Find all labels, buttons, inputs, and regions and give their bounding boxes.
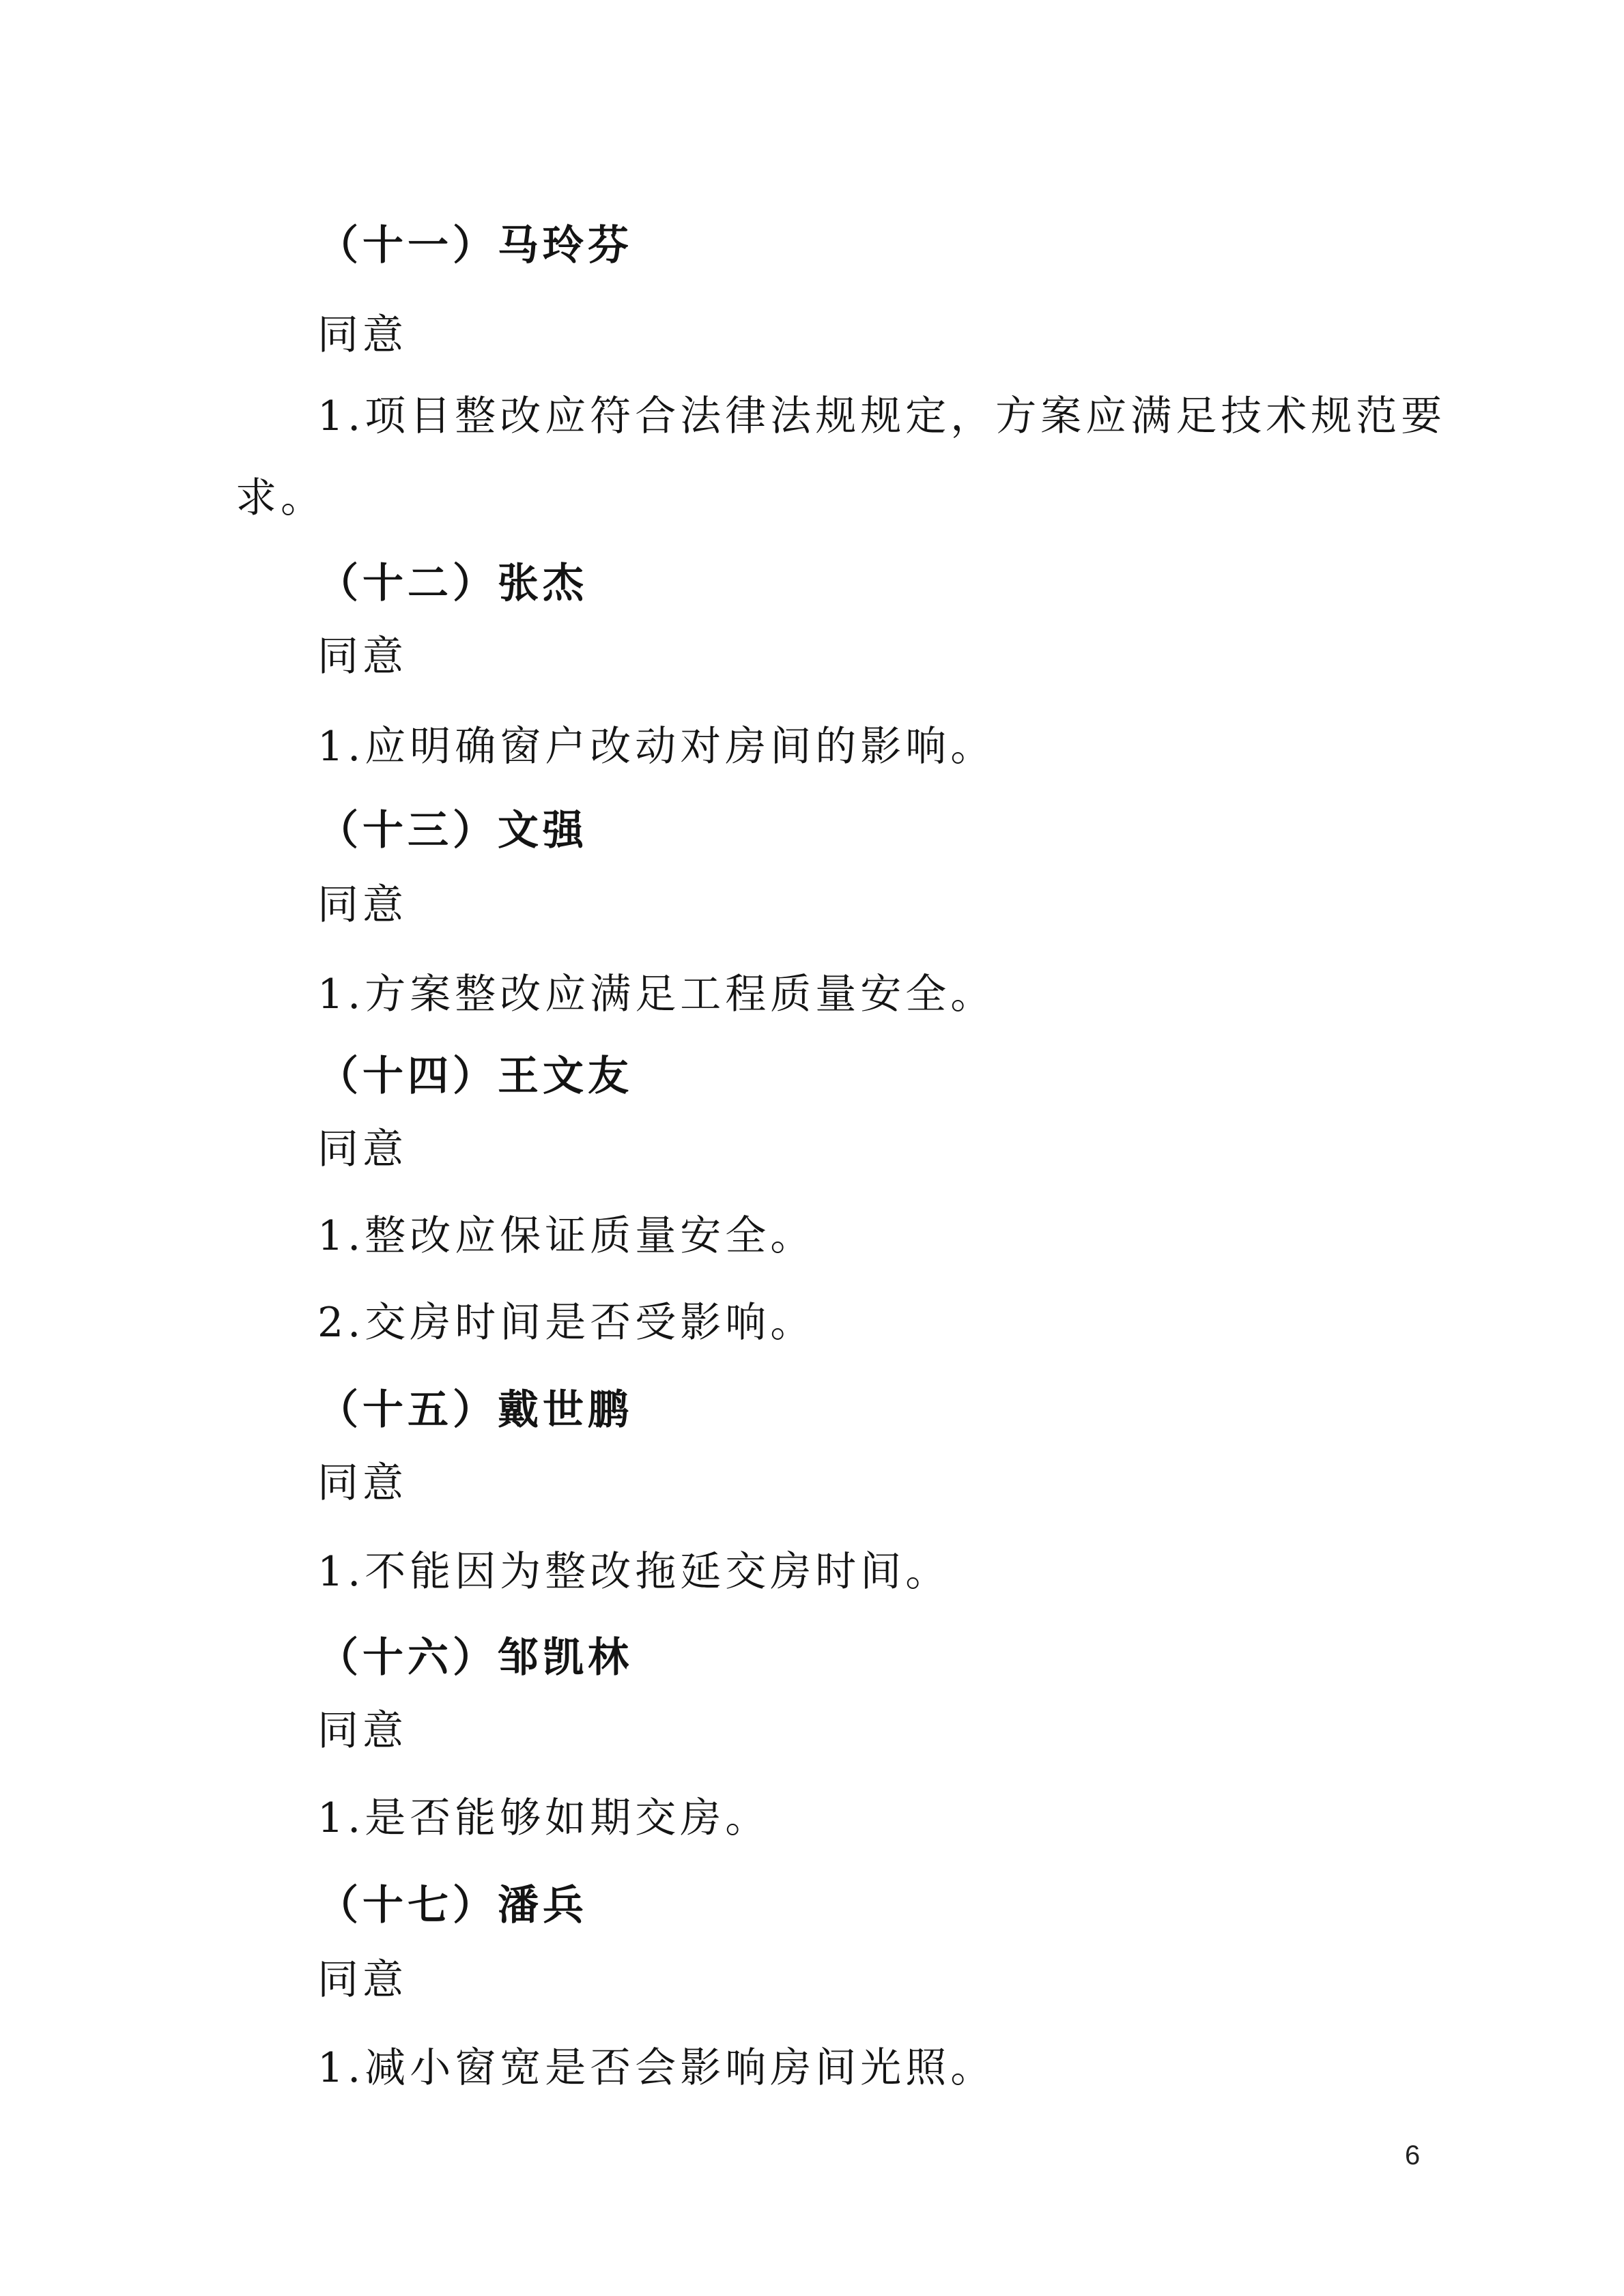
section-opinion-14: 同意 [317,1125,408,1173]
section-item-14-2: 2.交房时间是否受影响。 [317,1299,816,1347]
section-opinion-13: 同意 [317,881,408,929]
section-heading-15: （十五）戴世鹏 [317,1386,633,1434]
section-item-17-1: 1.减小窗宽是否会影响房间光照。 [317,2044,996,2092]
section-item-14-1: 1.整改应保证质量安全。 [317,1212,816,1260]
section-item-12-1: 1.应明确窗户改动对房间的影响。 [317,723,996,771]
section-heading-17: （十七）潘兵 [317,1882,588,1929]
section-opinion-15: 同意 [317,1459,408,1507]
section-opinion-17: 同意 [317,1956,408,2004]
section-opinion-12: 同意 [317,633,408,680]
section-heading-13: （十三）文强 [317,807,588,855]
section-opinion-16: 同意 [317,1707,408,1755]
section-item-16-1: 1.是否能够如期交房。 [317,1794,771,1842]
section-heading-16: （十六）邹凯林 [317,1634,633,1682]
section-heading-12: （十二）张杰 [317,560,588,607]
section-heading-11: （十一）马玲芬 [317,222,633,270]
section-opinion-11: 同意 [317,311,408,359]
section-heading-14: （十四）王文友 [317,1052,633,1100]
section-item-13-1: 1.方案整改应满足工程质量安全。 [317,971,996,1018]
section-item-11-1: 1.项目整改应符合法律法规规定，方案应满足技术规范要 [317,392,1447,440]
section-item-11-1-continued: 求。 [236,474,326,522]
section-item-15-1: 1.不能因为整改拖延交房时间。 [317,1548,951,1596]
page-number: 6 [1405,2140,1421,2170]
